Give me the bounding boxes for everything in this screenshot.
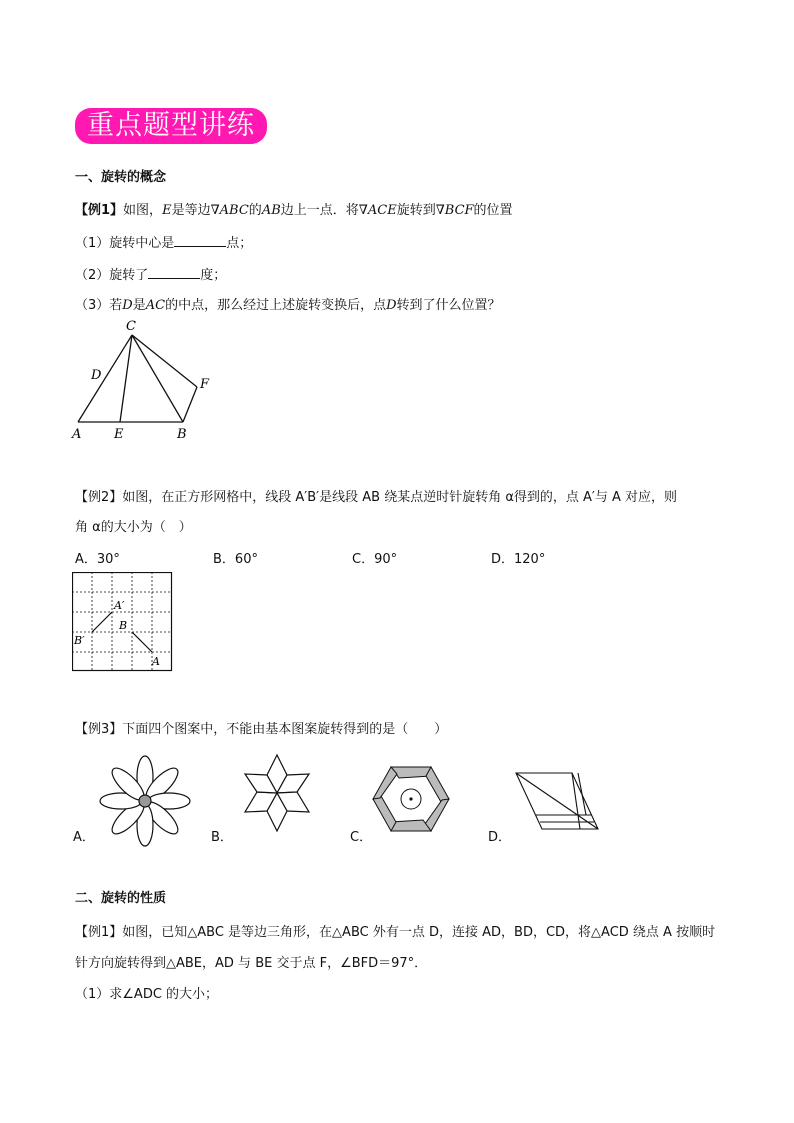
text: 点； xyxy=(226,236,253,251)
text: （2）旋转了 xyxy=(75,268,149,283)
example2-option-d[interactable]: D．120° xyxy=(491,552,546,567)
text: 的中点，那么经过上述旋转变换后，点 xyxy=(165,298,387,313)
example2-option-b[interactable]: B．60° xyxy=(213,552,258,567)
label-D: D xyxy=(91,368,102,383)
example2-option-c[interactable]: C．90° xyxy=(352,552,398,567)
label-B: B xyxy=(119,619,128,632)
example1-question xyxy=(75,199,513,218)
section-heading-rotation-properties: 二、旋转的性质 xyxy=(75,891,167,906)
flower-pattern-figure[interactable] xyxy=(99,755,191,847)
figure-label-b: B． xyxy=(211,830,233,845)
answer-blank[interactable] xyxy=(148,266,200,279)
text: （3）若 xyxy=(75,298,123,313)
math-var: D xyxy=(122,298,133,313)
math-segment: AC xyxy=(145,298,166,313)
label-A-prime: A′ xyxy=(114,599,125,612)
text: 的 xyxy=(248,203,262,218)
label-A: A xyxy=(152,655,160,668)
text: 度； xyxy=(200,268,227,283)
label-C: C xyxy=(126,319,136,334)
text: （1）旋转中心是 xyxy=(75,236,175,251)
example-tag: 【例1】 xyxy=(75,203,124,218)
math-triangle: ∇BCF xyxy=(435,203,474,218)
text: 如图， xyxy=(123,203,163,218)
text: 是 xyxy=(132,298,146,313)
example2-line1: 【例2】如图，在正方形网格中，线段 A′B′是线段 AB 绕某点逆时针旋转角 α得到的，点 A′与 A 对应，则 xyxy=(75,490,678,505)
math-var: D xyxy=(386,298,397,313)
text: 边上一点．将 xyxy=(280,203,359,218)
math-segment: AB xyxy=(261,203,281,218)
text: 转到了什么位置？ xyxy=(396,298,501,313)
math-triangle: ∇ABC xyxy=(210,203,249,218)
figure-label-c: C． xyxy=(350,830,373,845)
label-A: A xyxy=(72,427,82,442)
label-F: F xyxy=(200,377,210,392)
text: 的位置 xyxy=(473,203,513,218)
answer-blank[interactable] xyxy=(174,234,226,247)
hexagon-pinwheel-pattern-figure[interactable] xyxy=(371,764,451,834)
square-grid-figure xyxy=(72,572,174,672)
example4-line2: 针方向旋转得到△ABE，AD 与 BE 交于点 F，∠BFD＝97°． xyxy=(75,956,428,971)
rhombus-star-pattern-figure[interactable] xyxy=(234,750,320,836)
text: 旋转到 xyxy=(396,203,436,218)
section-banner: 重点题型讲练 xyxy=(75,108,267,144)
label-B: B xyxy=(177,427,187,442)
text: 是等边 xyxy=(171,203,211,218)
section-heading-rotation-concept: 一、旋转的概念 xyxy=(75,170,167,185)
triangle-rotation-figure xyxy=(66,316,226,446)
example3-question: 【例3】下面四个图案中，不能由基本图案旋转得到的是（ ） xyxy=(75,722,448,737)
parallelogram-pattern-figure[interactable] xyxy=(514,770,604,832)
example2-line2: 角 α的大小为（ ） xyxy=(75,520,192,535)
example4-line3: （1）求∠ADC 的大小； xyxy=(75,987,219,1002)
math-var: E xyxy=(162,203,172,218)
example1-sub3 xyxy=(75,294,501,313)
figure-label-d: D． xyxy=(488,830,512,845)
example1-sub1 xyxy=(75,232,252,251)
example2-option-a[interactable]: A．30° xyxy=(75,552,120,567)
label-B-prime: B′ xyxy=(74,634,85,647)
figure-label-a: A． xyxy=(73,830,95,845)
example1-sub2 xyxy=(75,264,226,283)
example4-line1: 【例1】如图，已知△ABC 是等边三角形，在△ABC 外有一点 D，连接 AD，BD，CD，将△ACD 绕点 A 按顺时 xyxy=(75,925,716,940)
math-triangle: ∇ACE xyxy=(358,203,397,218)
label-E: E xyxy=(114,427,124,442)
